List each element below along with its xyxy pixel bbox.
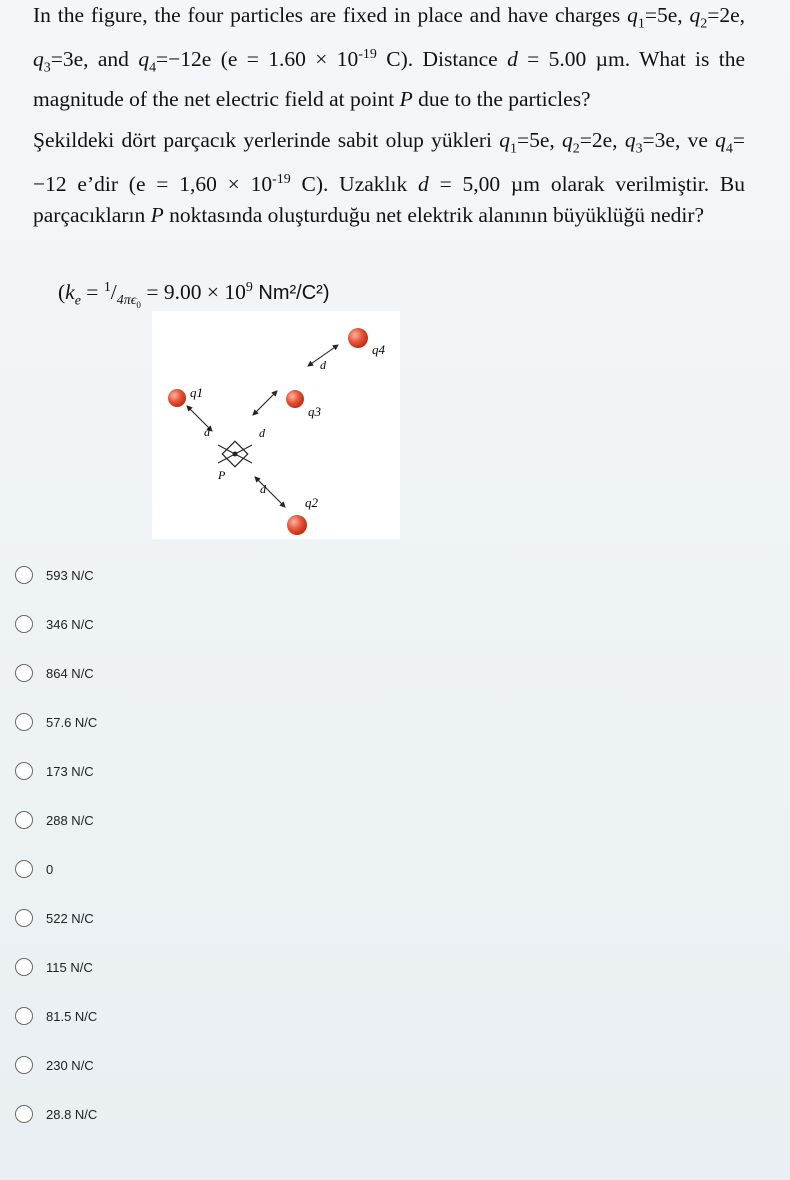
radio-button[interactable] — [15, 958, 33, 976]
question-text-part: due to the particles? — [412, 86, 591, 111]
option-label: 230 N/C — [46, 1057, 94, 1073]
charge-value: =5e, — [644, 3, 690, 27]
distance-arrow — [253, 391, 277, 415]
exponent: -19 — [358, 47, 377, 63]
option-label: 57.6 N/C — [46, 714, 98, 730]
charge-subscript: 4 — [149, 60, 157, 76]
option-label: 864 N/C — [46, 665, 94, 681]
radio-button[interactable] — [15, 664, 33, 682]
label-d: d — [204, 425, 210, 439]
option-label: 115 N/C — [46, 959, 93, 975]
particle-q1 — [168, 389, 186, 407]
question-text — [33, 0, 745, 231]
option-346[interactable] — [14, 609, 94, 639]
point-symbol: P — [150, 203, 164, 228]
exponent: 9 — [245, 280, 253, 295]
paren: ( — [58, 280, 66, 305]
option-81-5[interactable] — [14, 1001, 97, 1031]
question-text-part: Şekildeki dört parçacık yerlerinde sabit olup yükleri — [33, 127, 500, 152]
equals: = — [80, 280, 104, 305]
particle-q2 — [287, 515, 307, 535]
distance-symbol: d — [507, 47, 518, 72]
charge-symbol: q — [715, 127, 726, 152]
option-28-8[interactable] — [14, 1099, 97, 1129]
charge-subscript: 3 — [43, 60, 51, 76]
question-english — [33, 0, 745, 115]
option-label: 593 N/C — [46, 567, 94, 583]
question-text-part: noktasında oluşturduğu net elektrik alanının büyüklüğü nedir? — [163, 203, 705, 228]
charge-symbol: q — [33, 47, 44, 72]
label-d: d — [260, 482, 266, 496]
charge-subscript: 3 — [635, 141, 643, 157]
charge-subscript: 4 — [725, 141, 733, 157]
charge-symbol: q — [562, 127, 573, 152]
charge-value: =5e, — [516, 127, 563, 152]
option-label: 0 — [46, 861, 54, 877]
option-522[interactable] — [14, 903, 94, 933]
radio-button[interactable] — [15, 566, 33, 584]
option-label: 81.5 N/C — [46, 1008, 98, 1024]
charge-subscript: 2 — [572, 141, 580, 157]
numerator: 1 — [103, 280, 111, 295]
label-p: P — [218, 468, 226, 482]
question-text-part: C). Uzaklık — [290, 172, 419, 197]
radio-button[interactable] — [15, 1105, 33, 1123]
option-173[interactable] — [14, 756, 94, 786]
question-text-part: In the figure, the four particles are fixed in place and have charges — [33, 3, 628, 27]
particle-q4 — [348, 328, 368, 348]
question-turkish — [33, 125, 745, 231]
charge-value: =3e, and — [50, 47, 139, 72]
units: Nm²/C² — [252, 282, 323, 305]
option-288[interactable] — [14, 805, 94, 835]
label-q4: q4 — [372, 342, 385, 357]
option-593[interactable] — [14, 560, 94, 590]
option-0[interactable] — [14, 854, 53, 884]
charge-symbol: q — [499, 127, 510, 152]
option-label: 522 N/C — [46, 910, 94, 926]
denominator-subscript: 0 — [136, 300, 141, 311]
radio-button[interactable] — [15, 713, 33, 731]
point-symbol: P — [399, 86, 413, 111]
label-q3: q3 — [308, 404, 321, 419]
constant-value: = 9.00 × 10 — [140, 280, 246, 305]
radio-button[interactable] — [15, 762, 33, 780]
option-864[interactable] — [14, 658, 94, 688]
charge-value: =2e, — [707, 3, 746, 27]
label-d: d — [320, 358, 326, 372]
charge-value: =−12e (e = 1.60 × 10 — [156, 47, 359, 72]
option-230[interactable] — [14, 1050, 94, 1080]
charge-value: =3e, ve — [642, 127, 716, 152]
denominator: 4πϵ — [116, 293, 137, 309]
radio-button[interactable] — [15, 1007, 33, 1025]
radio-button[interactable] — [15, 909, 33, 927]
radio-button[interactable] — [15, 811, 33, 829]
charge-subscript: 1 — [510, 141, 517, 157]
particle-q3 — [286, 390, 304, 408]
question-text-part: C). Distance — [376, 47, 508, 72]
radio-button[interactable] — [15, 860, 33, 878]
label-q1: q1 — [190, 385, 203, 400]
distance-symbol: d — [418, 172, 429, 197]
charge-value: =2e, — [579, 127, 625, 152]
option-label: 28.8 N/C — [46, 1106, 98, 1122]
radio-button[interactable] — [15, 615, 33, 633]
charge-symbol: q — [138, 47, 150, 72]
charge-subscript: 1 — [637, 16, 645, 32]
question-text-part: = 5,00 µm olarak verilmiştir. Bu parçacıkların — [33, 172, 745, 228]
option-57-6[interactable] — [14, 707, 97, 737]
ke-symbol: k — [65, 280, 75, 305]
option-115[interactable] — [14, 952, 93, 982]
ke-subscript: e — [74, 293, 81, 309]
charge-symbol: q — [624, 127, 636, 152]
particle-figure — [152, 311, 400, 539]
option-label: 288 N/C — [46, 812, 94, 828]
charge-symbol: q — [627, 3, 638, 27]
radio-button[interactable] — [15, 1056, 33, 1074]
charge-value: = −12 e’dir (e = 1,60 × 10 — [33, 127, 745, 197]
figure-svg — [152, 311, 400, 539]
label-q2: q2 — [305, 495, 318, 510]
label-d: d — [259, 426, 265, 440]
exponent: -19 — [272, 172, 291, 188]
option-label: 346 N/C — [46, 616, 94, 632]
point-p-marker — [218, 441, 252, 466]
charge-subscript: 2 — [700, 16, 708, 32]
paren: ) — [322, 282, 330, 305]
option-label: 173 N/C — [46, 763, 94, 779]
charge-symbol: q — [689, 3, 701, 27]
fraction-slash: / — [110, 280, 117, 305]
question-text-part: = 5.00 µm. What is the magnitude of the net electric field at point — [33, 47, 746, 111]
